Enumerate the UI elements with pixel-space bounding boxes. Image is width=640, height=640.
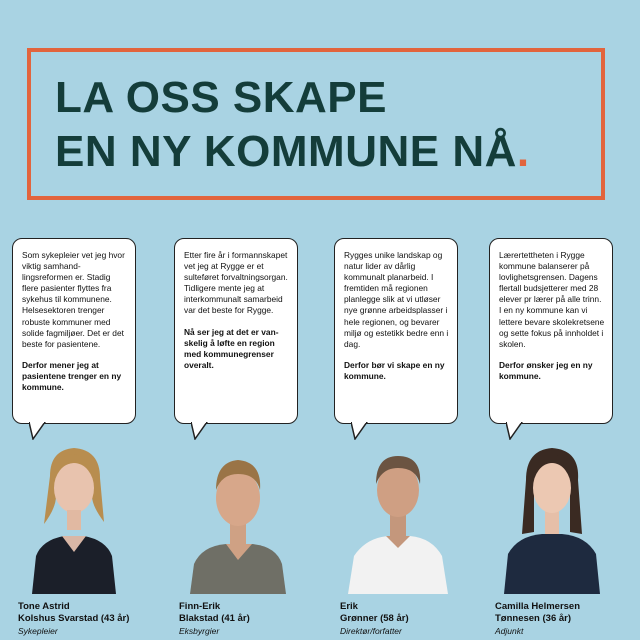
person-name-2-line2: Blakstad (41 år)	[179, 613, 250, 624]
headline-box	[27, 48, 605, 200]
headline-line-2-text: EN NY KOMMUNE NÅ	[55, 127, 517, 176]
person-name-4	[495, 601, 580, 625]
person-name-1-line1: Tone Astrid	[18, 601, 70, 612]
headline-line-1: LA OSS SKAPE	[55, 73, 387, 122]
person-role-3: Direktør/forfatter	[340, 626, 402, 636]
quote-text-3: Rygges unike landskap og natur lider av dårlig kommunalt planarbeid. I fremtiden må regionen planlegge slik at vi utløser nye grønne arbeidsplasser i hele regionen, og bevarer miljø og estetikk bedre enn i dag.	[344, 250, 449, 349]
person-name-4-line2: Tønnesen (36 år)	[495, 613, 572, 624]
headline-dot: .	[516, 127, 530, 176]
portrait-photo-3	[336, 436, 460, 594]
person-name-3-line1: Erik	[340, 601, 358, 612]
portrait-photo-2	[176, 436, 300, 594]
headline-line-2	[55, 127, 530, 176]
person-name-3-line2: Grønner (58 år)	[340, 613, 409, 624]
quote-text-4: Lærertettheten i Rygge kommune balanserer på lovlighetsgrensen. Dagens flertall budsjetterer med 28 elever pr lærer på alle trinn. I en ny kommune kan vi lettere bevare skolekretsene og sette fokus på innholdet i skolen.	[499, 250, 605, 349]
person-name-4-line1: Camilla Helmersen	[495, 601, 581, 612]
portrait-photo-4	[490, 436, 614, 594]
speech-bubble-3	[334, 238, 458, 424]
quote-conclusion-4: Derfor ønsker jeg en ny kommune.	[499, 359, 593, 381]
person-role-2: Eksbyrgier	[179, 626, 220, 636]
speech-bubble-1	[12, 238, 136, 424]
speech-bubble-2	[174, 238, 298, 424]
quote-conclusion-1: Derfor mener jeg at pasientene trenger en ny kommune.	[22, 359, 122, 393]
speech-bubble-4	[489, 238, 613, 424]
person-role-4: Adjunkt	[495, 626, 524, 636]
quote-conclusion-3: Derfor bør vi skape en ny kommune.	[344, 359, 445, 381]
quote-text-1: Som sykepleier vet jeg hvor viktig samhandlingsreformen er. Stadig flere pasienter flyttes fra sykehus til kommunene. Helsesektoren trenger robuste kommuner med solide fagmiljøer. Det er det beste for pasientene.	[22, 250, 125, 349]
person-role-1: Sykepleier	[18, 626, 58, 636]
quote-conclusion-2: Nå ser jeg at det er vanskelig å løfte en region med kommunegrenser overalt.	[184, 326, 279, 370]
person-name-3	[340, 601, 409, 625]
person-name-2	[179, 601, 250, 625]
portrait-photo-1	[12, 436, 136, 594]
person-name-2-line1: Finn-Erik	[179, 601, 221, 612]
quote-text-2: Etter fire år i formannskapet vet jeg at Rygge er et sulteføret forvaltningsorgan. Tidligere mente jeg at interkommunalt samarbeid var det beste for Rygge.	[184, 250, 288, 316]
person-name-1	[18, 601, 129, 625]
person-name-1-line2: Kolshus Svarstad (43 år)	[18, 613, 130, 624]
